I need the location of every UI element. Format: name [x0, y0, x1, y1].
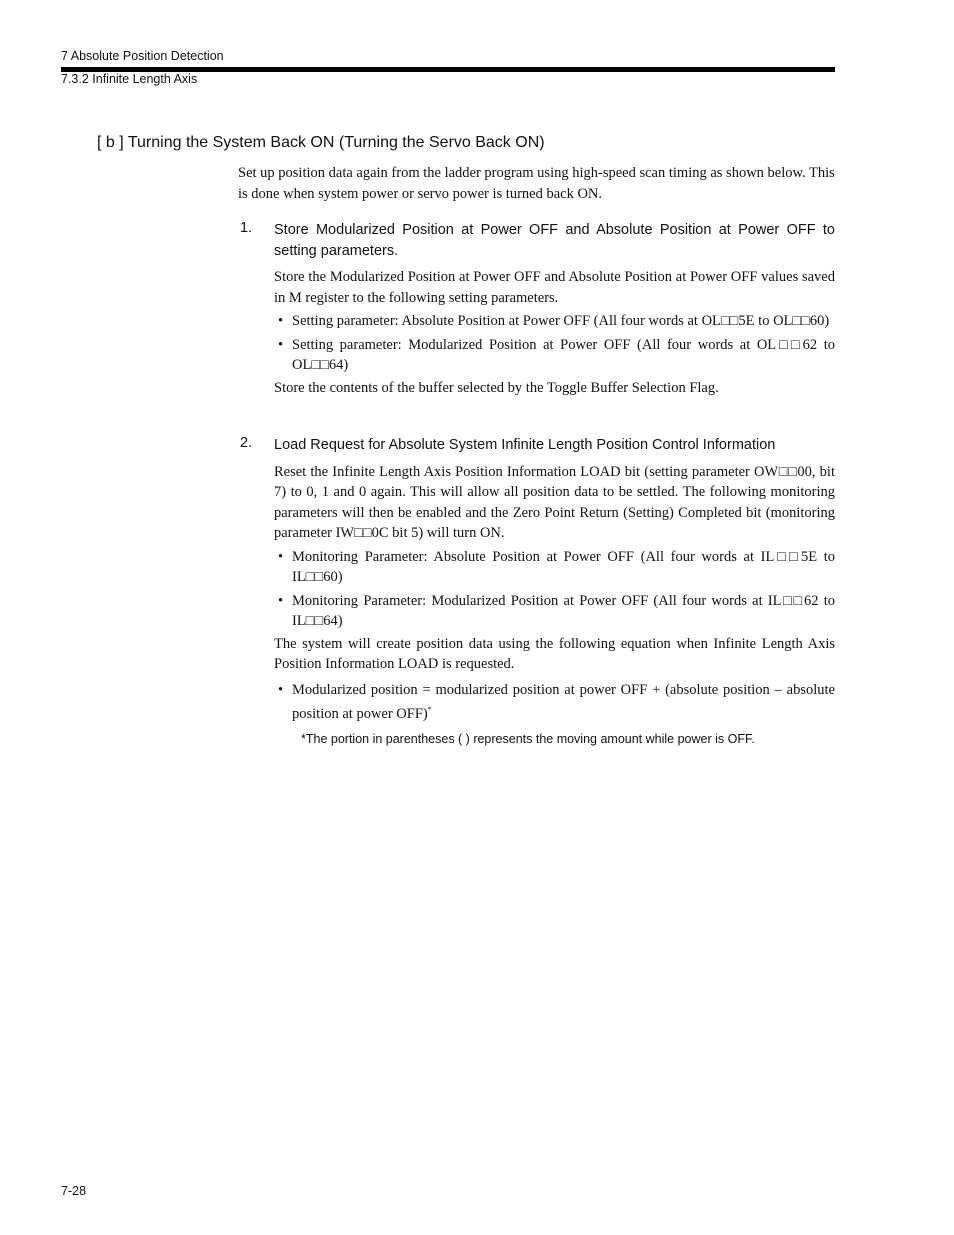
list-item	[274, 591, 835, 632]
bullet-dot: •	[278, 313, 284, 329]
bullet-text: Setting parameter: Modularized Position at Power OFF (All four words at OL□□62 to OL□□64)	[292, 336, 835, 373]
page-number: 7-28	[61, 1184, 87, 1198]
running-header-section: 7.3.2 Infinite Length Axis	[61, 72, 198, 86]
bullet-text: Monitoring Parameter: Absolute Position at Power OFF (All four words at IL□□5E to IL□□60)	[292, 548, 835, 585]
step-2-body: Reset the Infinite Length Axis Position Information LOAD bit (setting parameter OW□□00, bit 7) to 0, 1 and 0 again. This will allow all position data to be settled. The following monitoring parameters will then be enabled and the Zero Point Return (Setting) Completed bit (monitoring parameter IW□□0C bit 5) will turn ON.	[274, 463, 835, 541]
equation-item	[274, 678, 835, 726]
step-1-body: Store the Modularized Position at Power OFF and Absolute Position at Power OFF values saved in M register to the following setting parameters.	[274, 269, 835, 306]
intro-paragraph: Set up position data again from the ladder program using high-speed scan timing as shown below. This is done when system power or servo power is turned back ON.	[238, 165, 835, 202]
step-1-title: Store Modularized Position at Power OFF and Absolute Position at Power OFF to setting parameters.	[274, 222, 835, 259]
step-2-title: Load Request for Absolute System Infinite Length Position Control Information	[274, 437, 776, 453]
step-2	[240, 435, 835, 746]
footnote: *The portion in parentheses ( ) represents the moving amount while power is OFF.	[301, 731, 755, 746]
bullet-dot: •	[278, 336, 284, 353]
equation-text: Modularized position = modularized position at power OFF + (absolute position – absolute position at power OFF)	[292, 681, 835, 722]
bullet-dot: •	[278, 548, 284, 565]
list-item	[274, 547, 835, 588]
bullet-dot: •	[278, 592, 284, 609]
step-1-body-2: Store the contents of the buffer selected by the Toggle Buffer Selection Flag.	[274, 379, 719, 396]
subsection-heading: [ b ] Turning the System Back ON (Turning the Servo Back ON)	[97, 134, 545, 151]
step-1	[240, 220, 835, 398]
bullet-dot: •	[278, 681, 284, 698]
list-item	[274, 335, 835, 376]
footnote-mark: *	[427, 704, 432, 714]
running-header-chapter: 7 Absolute Position Detection	[61, 49, 224, 63]
step-2-body-2: The system will create position data using the following equation when Infinite Length Axis Position Information LOAD is requested.	[274, 635, 835, 672]
bullet-text: Monitoring Parameter: Modularized Position at Power OFF (All four words at IL□□62 to IL□□64)	[292, 592, 835, 629]
bullet-text: Setting parameter: Absolute Position at Power OFF (All four words at OL□□5E to OL□□60)	[292, 313, 830, 329]
step-1-number: 1.	[240, 220, 253, 236]
list-item	[274, 311, 835, 332]
step-2-number: 2.	[240, 435, 253, 451]
